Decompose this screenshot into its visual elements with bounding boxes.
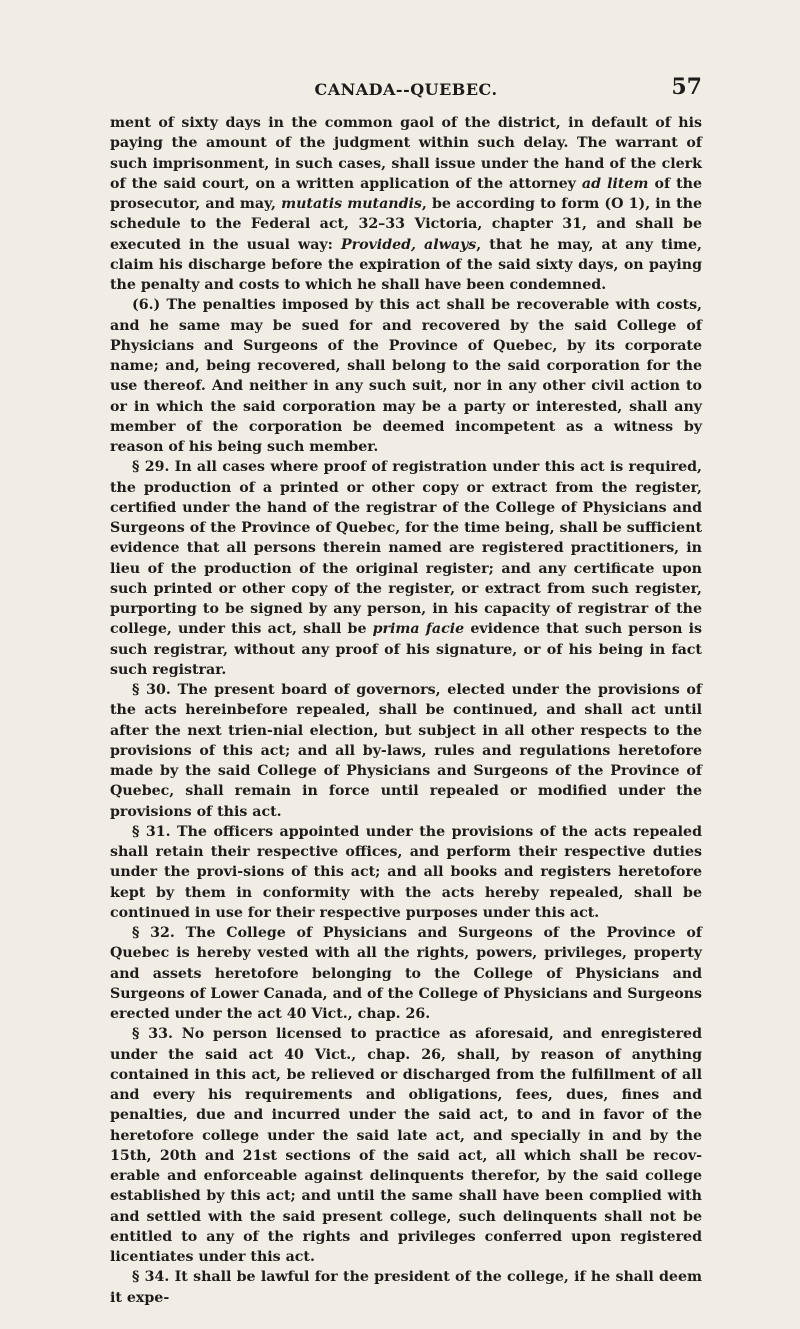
running-head: CANADA--QUEBEC. [314, 80, 498, 99]
paragraph-segment: , be according to form (O 1), in the schedule to the Federal act, 32–33 Victoria, chapter 31, and shall be executed in the usual way: [110, 196, 702, 253]
paragraph-s29 [110, 457, 702, 680]
paragraph-cont [110, 113, 702, 295]
paragraph-segment: ment of sixty days in the common gaol of the district, in default of his paying the amount of the judgment within such delay. The warrant of such imprisonment, in such cases, shall issue under the hand of the clerk of the said court, on a written application of the attorney [110, 115, 702, 192]
paragraph-s31 [110, 822, 702, 923]
page-header [110, 74, 702, 104]
paragraph-segment: § 33. No person licensed to practice as aforesaid, and enregistered under the said act 40 Vict., chap. 26, shall, by reason of anything contained in this act, be relieved or discharged from the fulfillment of all and every his requirements and obligations, fees, dues, fines and penalties, due and incurred under the said act, to and in favor of the heretofore college under the said late act, and specially in and by the 15th, 20th and 21st sections of the said act, all which shall be recov-erable and enforceable against delinquents therefor, by the said college established by this act; and until the same shall have been complied with and settled with the said present college, such delinquents shall not be entitled to any of the rights and privileges conferred upon registered licentiates under this act. [110, 1026, 702, 1265]
paragraph-segment: prima facie [372, 621, 465, 638]
paragraph-segment: (6.) The penalties imposed by this act shall be recoverable with costs, and he same may be sued for and recovered by the said College of Physicians and Surgeons of the Province of Quebec, by its corporate name; and, being recovered, shall belong to the said corporation for the use thereof. And neither in any such suit, nor in any other civil action to or in which the said corporation may be a party or interested, shall any member of the corporation be deemed incompetent as a witness by reason of his being such member. [110, 297, 702, 455]
paragraph-p6 [110, 295, 702, 457]
paragraph-segment: of the prosecutor, and may, [110, 175, 702, 212]
paragraph-s32 [110, 923, 702, 1024]
paragraph-s34 [110, 1267, 702, 1308]
paragraph-segment: ad litem [581, 175, 649, 192]
paragraph-s30 [110, 680, 702, 822]
paragraph-segment: § 30. The present board of governors, elected under the provisions of the acts hereinbefore repealed, shall be continued, and shall act until after the next trien-nial election, but subject in all other respects to the provisions of this act; and all by-laws, rules and regulations heretofore made by the said College of Physicians and Surgeons of the Province of Quebec, shall remain in force until repealed or modified under the provisions of this act. [110, 682, 702, 820]
paragraph-segment: evidence that such person is such registrar, without any proof of his signature, or of his being in fact such registrar. [110, 621, 703, 678]
paragraph-segment: § 31. The officers appointed under the provisions of the acts repealed shall retain their respective offices, and perform their respective duties under the provi-sions of this act; and all books and registers heretofore kept by them in conformity with the acts hereby repealed, shall be continued in use for their respective purposes under this act. [110, 823, 702, 921]
page-number: 57 [671, 74, 702, 100]
paragraph-segment: § 29. In all cases where proof of registration under this act is required, the production of a printed or other copy or extract from the register, certified under the hand of the registrar of the College of Physicians and Surgeons of the Province of Quebec, for the time being, shall be sufficient evidence that all persons therein named are registered practitioners, in lieu of the production of the original register; and any certificate upon such printed or other copy of the register, or extract from such register, purporting to be signed by any person, in his capacity of registrar of the college, under this act, shall be [110, 459, 702, 638]
paragraph-segment: § 34. It shall be lawful for the president of the college, if he shall deem it expe- [110, 1269, 702, 1306]
paragraph-s33 [110, 1024, 702, 1267]
paragraph-segment: § 32. The College of Physicians and Surgeons of the Province of Quebec is hereby vested with all the rights, powers, privileges, property and assets heretofore belonging to the College of Physicians and Surgeons of Lower Canada, and of the College of Physicians and Surgeons erected under the act 40 Vict., chap. 26. [110, 925, 702, 1022]
paragraph-segment: Provided, always [340, 236, 477, 253]
body-text [110, 113, 702, 1308]
paragraph-segment: , that he may, at any time, claim his discharge before the expiration of the said sixty days, on paying the penalty and costs to which he shall have been condemned. [110, 236, 702, 293]
paragraph-segment: mutatis mutandis [281, 196, 422, 212]
